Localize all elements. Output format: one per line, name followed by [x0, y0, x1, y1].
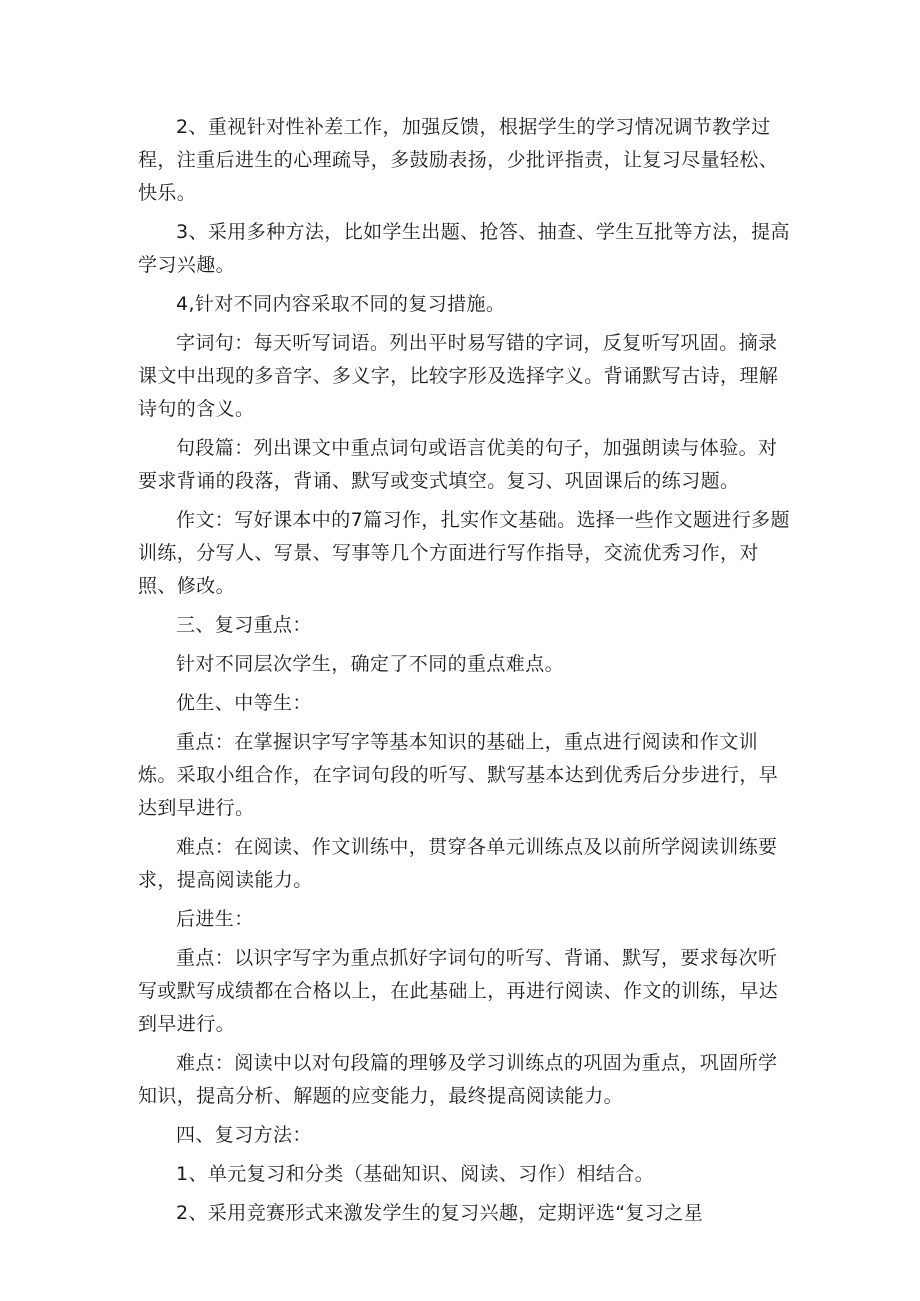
paragraph: 1、单元复习和分类（基础知识、阅读、习作）相结合。	[176, 1163, 655, 1185]
paragraph: 2、重视针对性补差工作，加强反馈，根据学生的学习情况调节教学过程，注重后进生的心理疏导，多鼓励表扬，少批评指责，让复习尽量轻松、快乐。	[138, 116, 779, 204]
paragraph: 重点：在掌握识字写字等基本知识的基础上，重点进行阅读和作文训炼。采取小组合作，在字词句段的听写、默写基本达到优秀后分步进行，早达到早进行。	[138, 731, 779, 819]
subheading: 优生、中等生：	[176, 692, 312, 714]
document-page	[138, 111, 790, 1236]
paragraph: 句段篇：列出课文中重点词句或语言优美的句子，加强朗读与体验。对要求背诵的段落，背诵、默写或变式填空。复习、巩固课后的练习题。	[138, 437, 778, 492]
paragraph: 3、采用多种方法，比如学生出题、抢答、抽查、学生互批等方法，提高学习兴趣。	[138, 221, 790, 276]
paragraph: 针对不同层次学生，确定了不同的重点难点。	[176, 653, 565, 675]
subheading: 后进生：	[176, 908, 254, 930]
section-heading: 三、复习重点：	[176, 614, 312, 636]
paragraph: 难点：在阅读、作文训练中，贯穿各单元训练点及以前所学阅读训练要求，提高阅读能力。	[138, 836, 778, 891]
paragraph: 4,针对不同内容采取不同的复习措施。	[176, 293, 506, 315]
paragraph: 难点：阅读中以对句段篇的理够及学习训练点的巩固为重点，巩固所学知识，提高分析、解题的应变能力，最终提高阅读能力。	[138, 1052, 778, 1107]
paragraph: 重点：以识字写字为重点抓好字词句的听写、背诵、默写，要求每次听写或默写成绩都在合格以上，在此基础上，再进行阅读、作文的训练，早达到早进行。	[138, 947, 779, 1035]
paragraph: 2、采用竞赛形式来激发学生的复习兴趣，定期评选“复习之星	[176, 1202, 704, 1224]
paragraph: 字词句：每天听写词语。列出平时易写错的字词，反复听写巩固。摘录课文中出现的多音字、多义字，比较字形及选择字义。背诵默写古诗，理解诗句的含义。	[138, 332, 779, 420]
section-heading: 四、复习方法：	[176, 1124, 312, 1146]
paragraph: 作文：写好课本中的7篇习作，扎实作文基础。选择一些作文题进行多题训练，分写人、写景、写事等几个方面进行写作指导，交流优秀习作，对照、修改。	[138, 509, 790, 597]
